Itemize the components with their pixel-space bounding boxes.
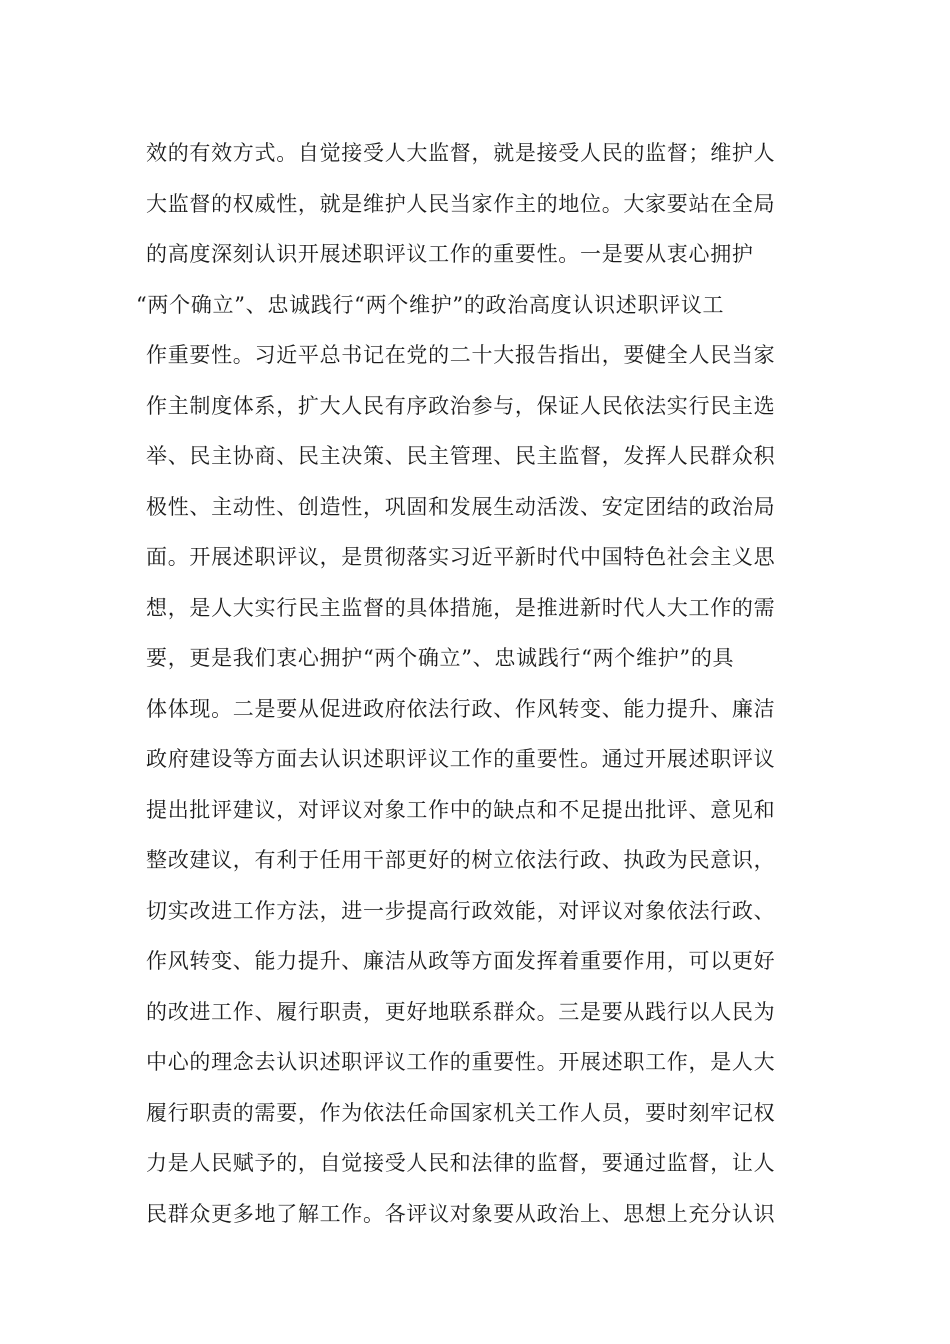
text-line: 效的有效方式。自觉接受人大监督，就是接受人民的监督；维护人 bbox=[146, 141, 776, 165]
text-line: 提出批评建议，对评议对象工作中的缺点和不足提出批评、意见和 bbox=[146, 797, 776, 822]
text-line: 作主制度体系，扩大人民有序政治参与，保证人民依法实行民主选 bbox=[146, 393, 776, 418]
text-line: 面。开展述职评议，是贯彻落实习近平新时代中国特色社会主义思 bbox=[146, 545, 776, 569]
text-line: 整改建议，有利于任用干部更好的树立依法行政、执政为民意识， bbox=[146, 848, 776, 872]
text-line: 履行职责的需要，作为依法任命国家机关工作人员，要时刻牢记权 bbox=[146, 1100, 776, 1125]
text-line: 大监督的权威性，就是维护人民当家作主的地位。大家要站在全局 bbox=[146, 191, 776, 216]
text-line: 作重要性。习近平总书记在党的二十大报告指出，要健全人民当家 bbox=[146, 343, 776, 367]
text-line: 中心的理念去认识述职评议工作的重要性。开展述职工作，是人大 bbox=[146, 1050, 776, 1074]
text-line: 力是人民赋予的，自觉接受人民和法律的监督，要通过监督，让人 bbox=[146, 1151, 776, 1175]
text-line: 极性、主动性、创造性，巩固和发展生动活泼、安定团结的政治局 bbox=[146, 494, 776, 519]
text-line: 体体现。二是要从促进政府依法行政、作风转变、能力提升、廉洁 bbox=[146, 696, 776, 721]
text-line: 切实改进工作方法，进一步提高行政效能，对评议对象依法行政、 bbox=[146, 898, 776, 923]
text-line: “两个确立”、忠诚践行“两个维护”的政治高度认识述职评议工 bbox=[136, 292, 725, 317]
text-line: 想，是人大实行民主监督的具体措施，是推进新时代人大工作的需 bbox=[146, 595, 776, 620]
body-paragraph bbox=[136, 128, 806, 1239]
text-line: 作风转变、能力提升、廉洁从政等方面发挥着重要作用，可以更好 bbox=[146, 949, 776, 973]
text-line: 举、民主协商、民主决策、民主管理、民主监督，发挥人民群众积 bbox=[146, 444, 776, 468]
text-line: 民群众更多地了解工作。各评议对象要从政治上、思想上充分认识 bbox=[146, 1201, 776, 1226]
text-line: 政府建设等方面去认识述职评议工作的重要性。通过开展述职评议 bbox=[146, 747, 776, 771]
text-line: 的高度深刻认识开展述职评议工作的重要性。一是要从衷心拥护 bbox=[146, 242, 754, 266]
text-line: 要，更是我们衷心拥护“两个确立”、忠诚践行“两个维护”的具 bbox=[146, 646, 735, 670]
text-line: 的改进工作、履行职责，更好地联系群众。三是要从践行以人民为 bbox=[146, 999, 776, 1024]
